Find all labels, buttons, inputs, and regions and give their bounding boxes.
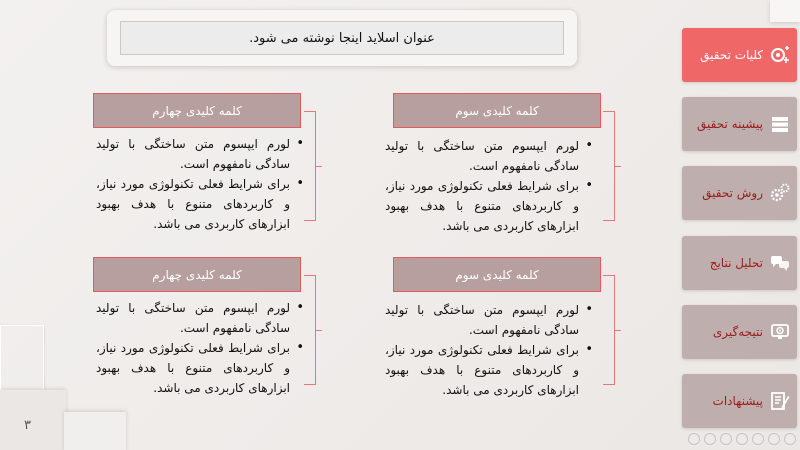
control-icon[interactable] <box>736 433 748 445</box>
control-icon[interactable] <box>720 433 732 445</box>
decorative-square-top-right <box>770 0 800 22</box>
keyword-bracket-stub <box>615 166 621 167</box>
bullet-item: • لورم ایپسوم متن ساختگی با تولید سادگی نامفهوم است. <box>385 136 595 176</box>
nav-item-label: تحلیل نتایج <box>709 256 763 270</box>
nav-item-method[interactable] <box>682 166 797 220</box>
nav-item-label: پیشنهادات <box>712 394 763 408</box>
nav-item-label: روش تحقیق <box>702 186 763 200</box>
bullet-item: • برای شرایط فعلی تکنولوژی مورد نیاز، و کاربردهای متنوع با هدف بهبود ابزارهای کاربردی می باشد. <box>96 174 306 234</box>
nav-item-overview[interactable] <box>682 28 797 82</box>
keyword-heading[interactable]: کلمه کلیدی چهارم <box>93 257 301 292</box>
keyword-bracket-stub <box>615 330 621 331</box>
keyword-bracket <box>603 111 615 221</box>
keyword-bracket-stub <box>316 166 322 167</box>
decorative-square-bottom <box>64 412 126 450</box>
slideshow-controls <box>688 433 798 445</box>
document-pen-icon <box>769 390 791 412</box>
keyword-text[interactable] <box>96 134 306 234</box>
bullet-item: • برای شرایط فعلی تکنولوژی مورد نیاز، و کاربردهای متنوع با هدف بهبود ابزارهای کاربردی می باشد. <box>385 176 595 236</box>
keyword-bracket <box>603 275 615 385</box>
control-icon[interactable] <box>768 433 780 445</box>
control-icon[interactable] <box>752 433 764 445</box>
chat-bubbles-icon <box>769 252 791 274</box>
nav-item-analysis[interactable] <box>682 236 797 290</box>
page-number: ۳ <box>24 418 31 433</box>
bullet-item: • لورم ایپسوم متن ساختگی با تولید سادگی نامفهوم است. <box>385 300 595 340</box>
nav-item-label: پیشینه تحقیق <box>697 117 763 131</box>
nav-item-conclusion[interactable] <box>682 305 797 359</box>
control-icon[interactable] <box>784 433 796 445</box>
keyword-text[interactable] <box>96 298 306 398</box>
keyword-bracket-stub <box>316 330 322 331</box>
keyword-text[interactable] <box>385 300 595 400</box>
decorative-square-bottom-left <box>0 390 66 450</box>
books-icon <box>769 113 791 135</box>
nav-item-label: کلیات تحقیق <box>700 48 763 62</box>
lightbulb-gear-icon <box>769 44 791 66</box>
nav-item-background[interactable] <box>682 97 797 151</box>
keyword-heading[interactable]: کلمه کلیدی سوم <box>393 257 601 292</box>
control-icon[interactable] <box>688 433 700 445</box>
keyword-heading[interactable]: کلمه کلیدی سوم <box>393 93 601 128</box>
keyword-text[interactable] <box>385 136 595 236</box>
gears-icon <box>769 182 791 204</box>
nav-item-suggestions[interactable] <box>682 374 797 428</box>
bullet-item: • برای شرایط فعلی تکنولوژی مورد نیاز، و کاربردهای متنوع با هدف بهبود ابزارهای کاربردی می باشد. <box>385 340 595 400</box>
bullet-item: • لورم ایپسوم متن ساختگی با تولید سادگی نامفهوم است. <box>96 298 306 338</box>
target-screen-icon <box>769 321 791 343</box>
slide-title[interactable]: عنوان اسلاید اینجا نوشته می شود. <box>120 21 564 55</box>
nav-item-label: نتیجه‌گیری <box>712 325 763 339</box>
keyword-heading[interactable]: کلمه کلیدی چهارم <box>93 93 301 128</box>
control-icon[interactable] <box>704 433 716 445</box>
bullet-item: • برای شرایط فعلی تکنولوژی مورد نیاز، و کاربردهای متنوع با هدف بهبود ابزارهای کاربردی می باشد. <box>96 338 306 398</box>
bullet-item: • لورم ایپسوم متن ساختگی با تولید سادگی نامفهوم است. <box>96 134 306 174</box>
